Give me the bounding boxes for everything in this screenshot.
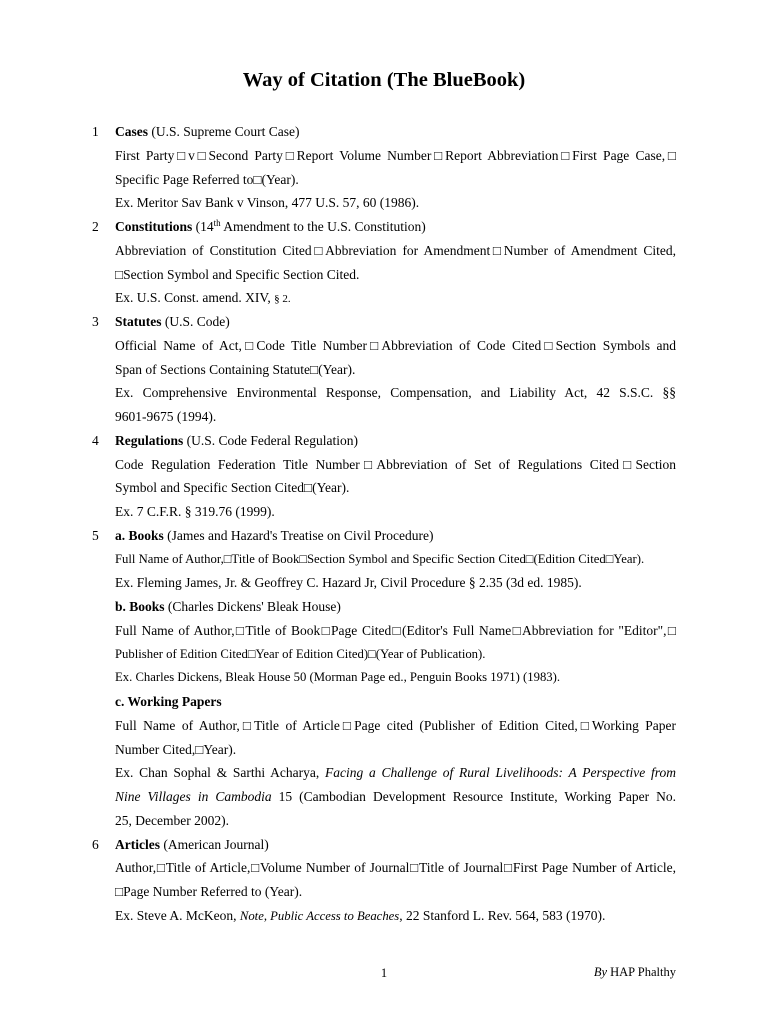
format-line: Author,□Title of Article,□Volume Number of Journal□Title of Journal□First Page Number of Article,: [115, 860, 676, 876]
example-text: Ex. U.S. Const. amend. XIV,: [115, 290, 275, 306]
subentry-detail: (Charles Dickens' Bleak House): [164, 599, 341, 614]
format-line: □Section Symbol and Specific Section Cited.: [115, 266, 360, 282]
example-line: 25, December 2002).: [115, 812, 229, 828]
entry-number: 5: [92, 527, 99, 543]
entry-label: Cases: [115, 124, 148, 139]
author-name: HAP Phalthy: [610, 965, 676, 979]
format-line: Publisher of Edition Cited□Year of Edition Cited)□(Year of Publication).: [115, 646, 486, 661]
example-line: [115, 785, 676, 809]
format-line: Official Name of Act,□Code Title Number□Abbreviation of Code Cited□Section Symbols and: [115, 337, 676, 353]
subentry-detail: (James and Hazard's Treatise on Civil Procedure): [163, 527, 434, 543]
format-line: Abbreviation of Constitution Cited□Abbreviation for Amendment□Number of Amendment Cited,: [115, 242, 676, 258]
entry-heading: [92, 310, 676, 334]
entry-label: Statutes: [115, 314, 162, 329]
citation-list: [92, 120, 677, 928]
example-line: [115, 286, 676, 310]
format-line: Span of Sections Containing Statute□(Year).: [115, 361, 356, 377]
format-line: First Party□v□Second Party□Report Volume Number□Report Abbreviation□First Page Case,□: [115, 147, 676, 163]
example-text: , 22 Stanford L. Rev. 564, 583 (1970).: [399, 907, 606, 923]
format-line: □Page Number Referred to (Year).: [115, 884, 303, 899]
subentry-label: a. Books: [115, 527, 164, 543]
page-title: Way of Citation (The BlueBook): [242, 69, 526, 91]
example-text: Ex. Steve A. McKeon,: [115, 907, 240, 923]
by-label: By: [593, 965, 607, 979]
example-line: 9601-9675 (1994).: [115, 409, 217, 424]
example-title-italic: Nine Villages in Cambodia: [115, 789, 272, 804]
subentry-heading: [115, 595, 676, 619]
subentry-label: b. Books: [115, 599, 165, 614]
example-title-italic: Facing a Challenge of Rural Livelihoods: A Perspective from: [325, 765, 677, 781]
format-line: Full Name of Author,□Title of Book□Page Cited□(Editor's Full Name□Abbreviation for "Editor",□: [115, 622, 676, 638]
author-credit: [594, 962, 676, 982]
format-line: Full Name of Author,□Title of Book□Section Symbol and Specific Section Cited□(Edition Cited□Year).: [115, 551, 645, 566]
entry-detail: (U.S. Code Federal Regulation): [183, 432, 358, 448]
format-line: Specific Page Referred to□(Year).: [115, 171, 299, 187]
entry-label: Constitutions: [115, 219, 193, 234]
entry-heading: [92, 215, 676, 239]
ordinal-suffix: th: [213, 218, 221, 228]
entry-number: 1: [92, 124, 99, 139]
example-line: Ex. Fleming James, Jr. & Geoffrey C. Hazard Jr, Civil Procedure § 2.35 (3d ed. 1985).: [115, 575, 582, 591]
entry-number: 6: [92, 836, 99, 852]
format-line: Full Name of Author,□Title of Article□Page cited (Publisher of Edition Cited,□Working Paper: [115, 717, 676, 733]
entry-heading: [92, 120, 676, 144]
format-line: Code Regulation Federation Title Number□Abbreviation of Set of Regulations Cited□Section: [115, 456, 676, 472]
example-line: Ex. Charles Dickens, Bleak House 50 (Morman Page ed., Penguin Books 1971) (1983).: [115, 670, 561, 685]
entry-label: Regulations: [115, 432, 184, 448]
entry-detail: (U.S. Code): [161, 314, 230, 329]
example-line: Ex. 7 C.F.R. § 319.76 (1999).: [115, 504, 275, 519]
subentry-label: c. Working Papers: [115, 694, 222, 709]
entry-label: Articles: [115, 836, 160, 852]
entry-heading: [92, 524, 676, 548]
entry-detail: (American Journal): [159, 836, 269, 852]
example-line: Ex. Comprehensive Environmental Response, Compensation, and Liability Act, 42 S.S.C. §§: [115, 385, 676, 401]
entry-detail: (U.S. Supreme Court Case): [148, 124, 300, 139]
example-line: [115, 904, 676, 928]
entry-number: 2: [92, 219, 99, 234]
example-line: [115, 761, 676, 785]
section-reference: § 2.: [274, 293, 291, 306]
format-line: Number Cited,□Year).: [115, 741, 237, 757]
example-text: 15 (Cambodian Development Resource Institute, Working Paper No.: [271, 789, 676, 804]
entry-number: 4: [92, 432, 99, 448]
example-text: Ex. Chan Sophal & Sarthi Acharya,: [115, 765, 326, 781]
entry-heading: [92, 429, 676, 453]
subentry-heading: [115, 690, 676, 714]
entry-detail: (14: [192, 219, 214, 234]
example-title-italic: Note, Public Access to Beaches: [239, 908, 400, 923]
format-line: Symbol and Specific Section Cited□(Year).: [115, 480, 350, 496]
example-line: Ex. Meritor Sav Bank v Vinson, 477 U.S. 57, 60 (1986).: [115, 195, 420, 211]
page-number: 1: [380, 966, 388, 980]
entry-heading: [92, 833, 676, 857]
entry-detail: Amendment to the U.S. Constitution): [220, 219, 426, 234]
entry-number: 3: [92, 314, 99, 329]
